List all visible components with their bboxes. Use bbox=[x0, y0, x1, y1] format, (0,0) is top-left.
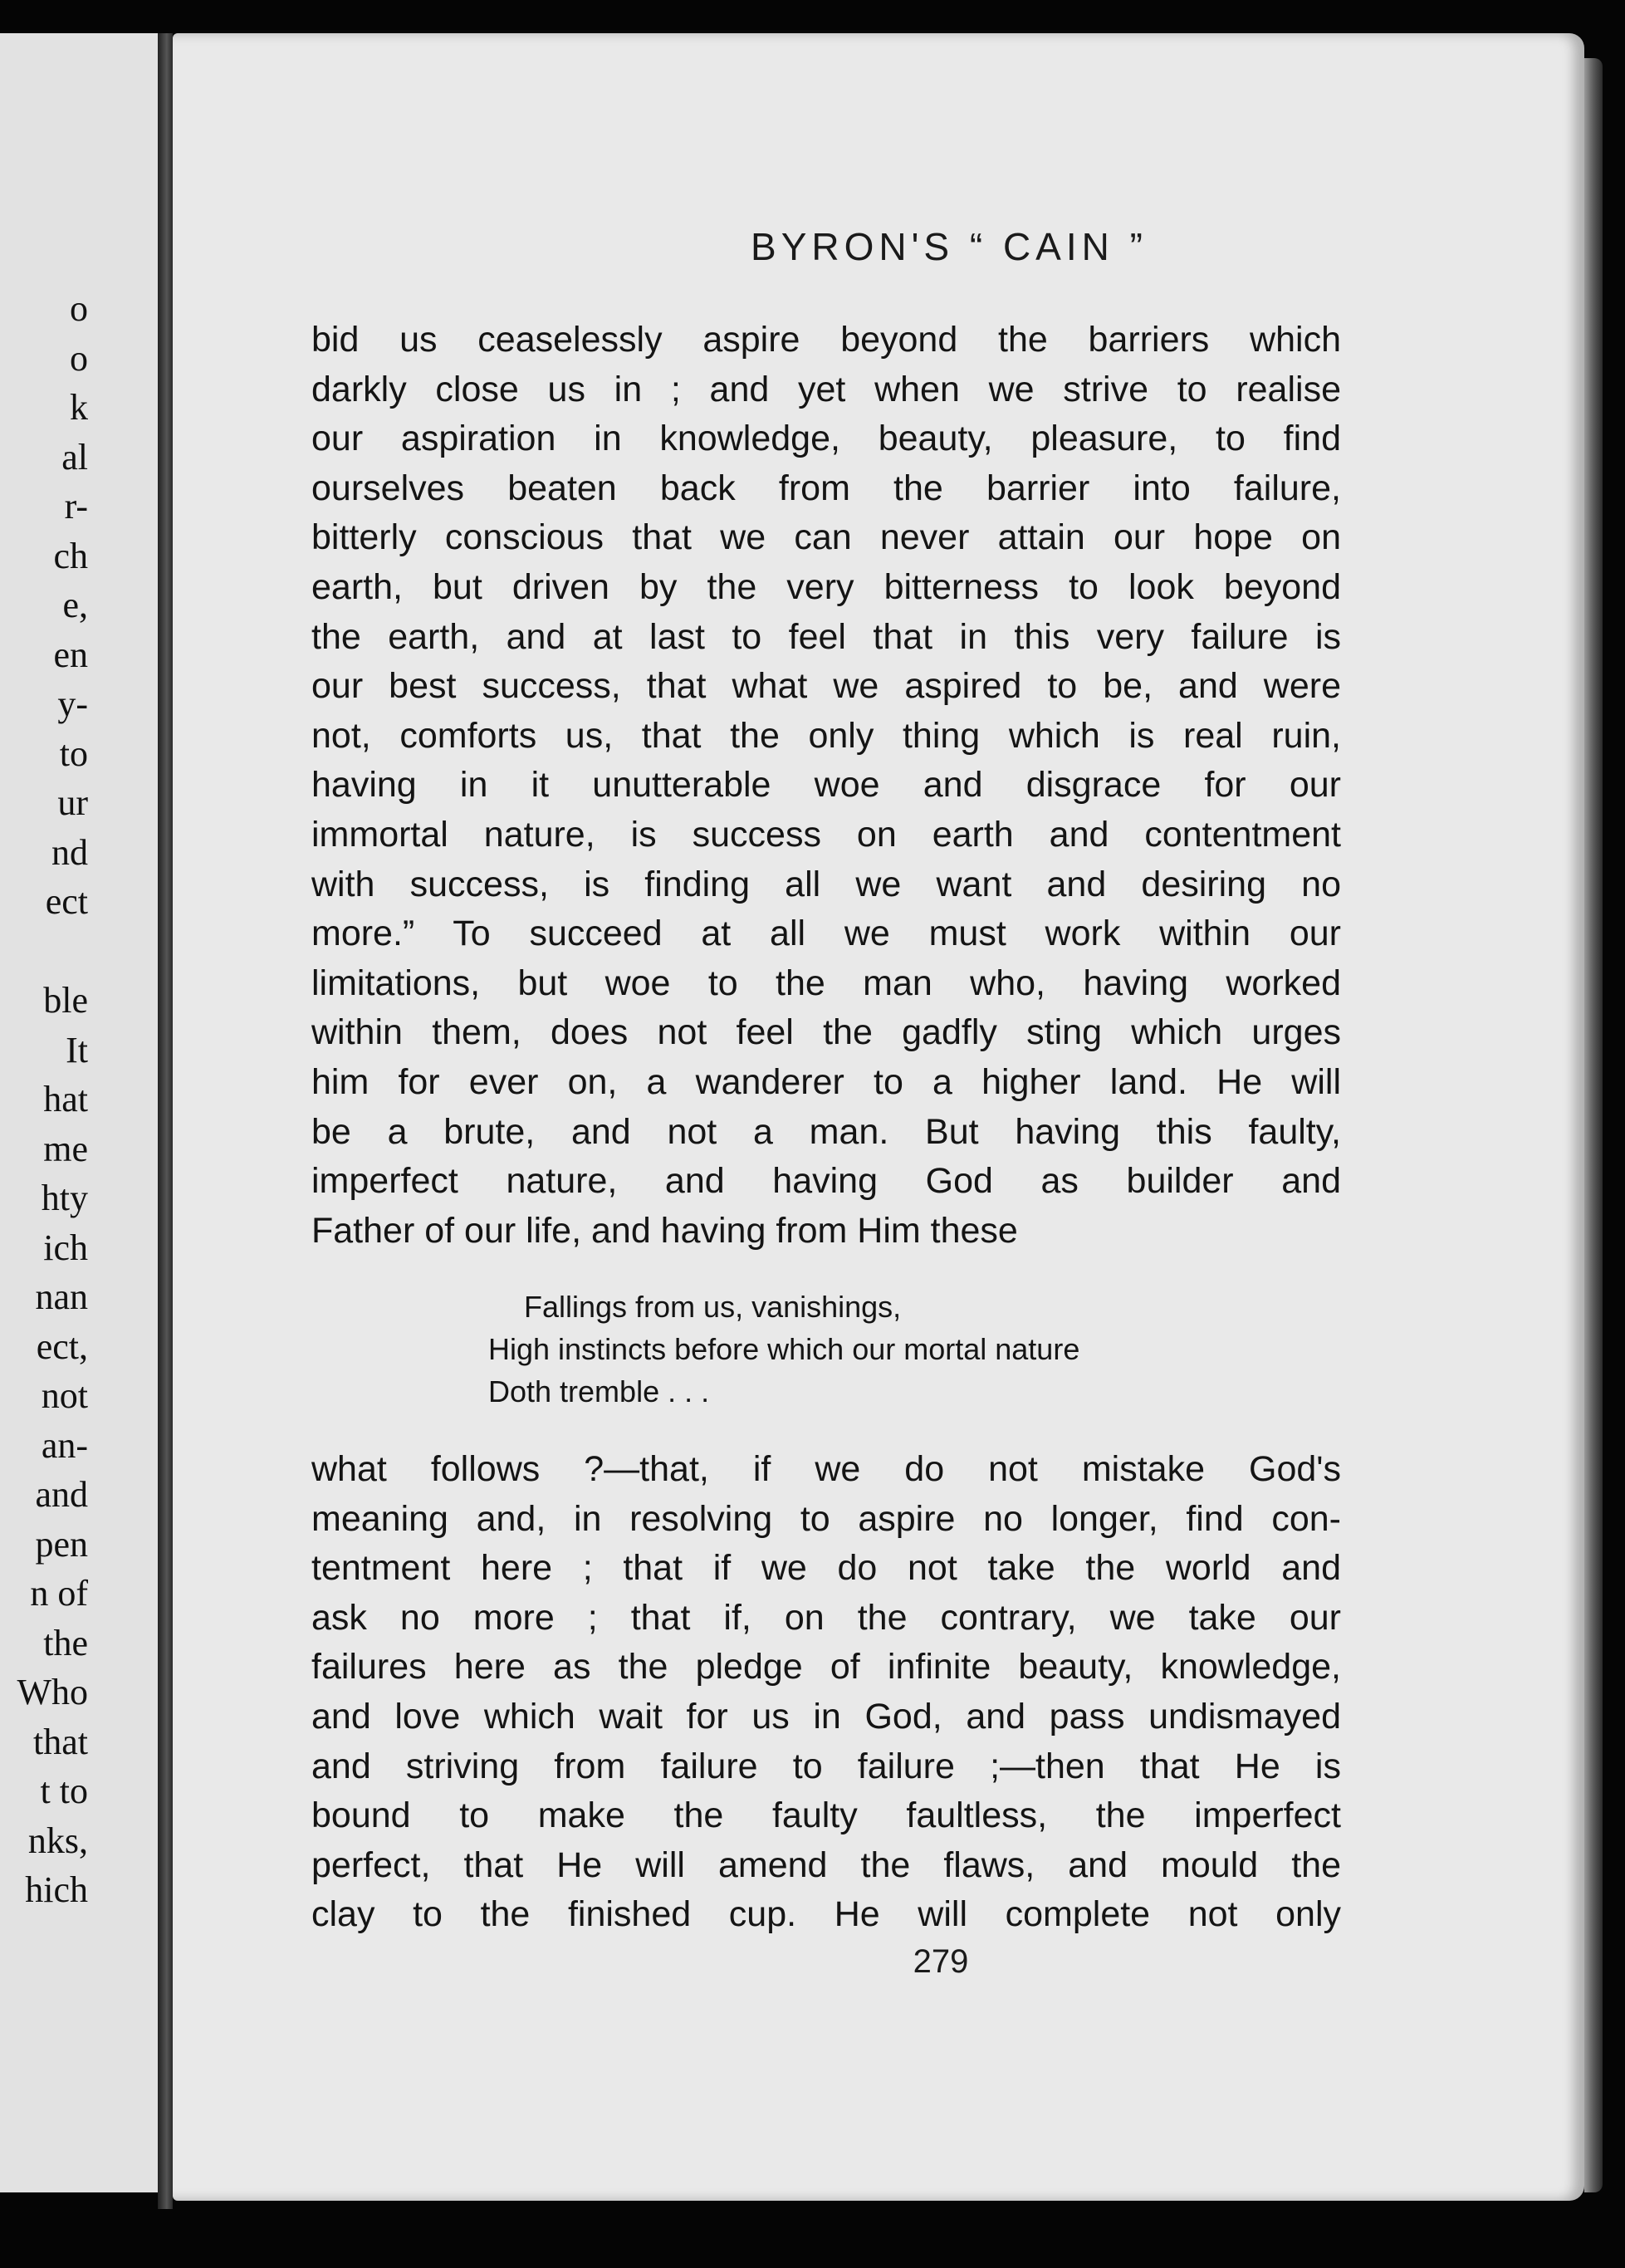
fragment-line: ich bbox=[43, 1227, 88, 1268]
text-line: our aspiration in knowledge, beauty, pleasure, to find bbox=[311, 419, 1341, 459]
fragment-line: ect bbox=[45, 881, 88, 922]
text-line: ask no more ; that if, on the contrary, we take our bbox=[311, 1597, 1341, 1638]
fragment-line: ble bbox=[43, 980, 88, 1021]
fragment-line: ur bbox=[57, 782, 88, 823]
page-number: 279 bbox=[913, 1943, 969, 1980]
text-line: clay to the finished cup. He will complete not only bbox=[311, 1894, 1341, 1935]
fragment-line: al bbox=[61, 436, 88, 478]
text-line: the earth, and at last to feel that in this very failure is bbox=[311, 616, 1341, 657]
text-line: having in it unutterable woe and disgrace for our bbox=[311, 765, 1341, 806]
previous-page bbox=[0, 33, 169, 2192]
text-line: within them, does not feel the gadfly sting which urges bbox=[311, 1012, 1341, 1053]
text-line: failures here as the pledge of infinite beauty, knowledge, bbox=[311, 1647, 1341, 1688]
text-line: and love which wait for us in God, and pass undismayed bbox=[311, 1696, 1341, 1737]
fragment-line: an- bbox=[41, 1424, 88, 1466]
fragment-line: o bbox=[70, 288, 88, 329]
fragment-line: hat bbox=[43, 1079, 88, 1119]
paragraph-2 bbox=[311, 1445, 1341, 1940]
text-line: imperfect nature, and having God as builder and bbox=[311, 1161, 1341, 1202]
fragment-line: hty bbox=[41, 1178, 88, 1218]
text-line: bitterly conscious that we can never attain our hope on bbox=[311, 517, 1341, 558]
quote-line: High instincts before which our mortal nature bbox=[488, 1332, 1080, 1366]
quote-line: Doth tremble . . . bbox=[488, 1374, 710, 1408]
fragment-line: pen bbox=[35, 1523, 88, 1565]
text-line: bid us ceaselessly aspire beyond the barriers which bbox=[311, 320, 1341, 360]
running-head: BYRON'S “ CAIN ” bbox=[751, 225, 1148, 268]
text-line: meaning and, in resolving to aspire no longer, find con- bbox=[311, 1498, 1341, 1539]
fragment-line: that bbox=[33, 1721, 88, 1762]
fragment-line: r- bbox=[64, 486, 88, 527]
fragment-line: nd bbox=[51, 831, 88, 873]
fragment-line: me bbox=[43, 1128, 88, 1169]
previous-page-line-fragments bbox=[17, 284, 88, 1915]
text-line: earth, but driven by the very bitterness to look beyond bbox=[311, 566, 1341, 607]
text-line: tentment here ; that if we do not take the world and bbox=[311, 1548, 1341, 1589]
text-line: be a brute, and not a man. But having this faulty, bbox=[311, 1111, 1341, 1152]
text-line: ourselves beaten back from the barrier into failure, bbox=[311, 468, 1341, 508]
text-line: immortal nature, is success on earth and contentment bbox=[311, 814, 1341, 855]
current-page bbox=[173, 33, 1584, 2201]
text-line: and striving from failure to failure ;—then that He is bbox=[311, 1746, 1341, 1786]
text-line: our best success, that what we aspired to be, and were bbox=[311, 666, 1341, 707]
fragment-line: e, bbox=[62, 585, 88, 625]
fragment-line: and bbox=[35, 1474, 88, 1515]
fragment-line: ect, bbox=[36, 1325, 88, 1367]
text-line: limitations, but woe to the man who, having worked bbox=[311, 963, 1341, 1003]
fragment-line: nks, bbox=[27, 1820, 88, 1861]
fragment-line: the bbox=[43, 1622, 88, 1663]
fragment-line bbox=[17, 927, 88, 977]
text-line: with success, is finding all we want and desiring no bbox=[311, 864, 1341, 904]
page-edge bbox=[1584, 58, 1603, 2192]
fragment-line: n of bbox=[30, 1573, 88, 1614]
fragment-line: en bbox=[53, 634, 88, 675]
text-line: what follows ?—that, if we do not mistake God's bbox=[311, 1449, 1341, 1489]
text-line: Father of our life, and having from Him these bbox=[311, 1210, 1018, 1251]
fragment-line: k bbox=[70, 387, 88, 428]
fragment-line: nan bbox=[35, 1276, 88, 1317]
fragment-line: o bbox=[70, 337, 88, 379]
text-line: bound to make the faulty faultless, the imperfect bbox=[311, 1795, 1341, 1836]
book-spine bbox=[158, 33, 173, 2209]
quote-line: Fallings from us, vanishings, bbox=[524, 1290, 902, 1324]
text-line: not, comforts us, that the only thing which is real ruin, bbox=[311, 715, 1341, 756]
fragment-line: to bbox=[59, 732, 88, 774]
text-line: perfect, that He will amend the flaws, and mould the bbox=[311, 1844, 1341, 1885]
fragment-line: hich bbox=[25, 1869, 88, 1910]
block-quote bbox=[488, 1286, 1079, 1413]
fragment-line: It bbox=[66, 1029, 88, 1070]
fragment-line: not bbox=[41, 1375, 88, 1416]
fragment-line: t to bbox=[40, 1771, 88, 1811]
fragment-line: Who bbox=[17, 1672, 88, 1712]
fragment-line: y- bbox=[57, 683, 88, 724]
fragment-line: ch bbox=[53, 535, 88, 576]
text-line: him for ever on, a wanderer to a higher land. He will bbox=[311, 1061, 1341, 1102]
text-line: darkly close us in ; and yet when we strive to realise bbox=[311, 369, 1341, 409]
text-line: more.” To succeed at all we must work within our bbox=[311, 914, 1341, 954]
paragraph-1 bbox=[311, 316, 1341, 1256]
